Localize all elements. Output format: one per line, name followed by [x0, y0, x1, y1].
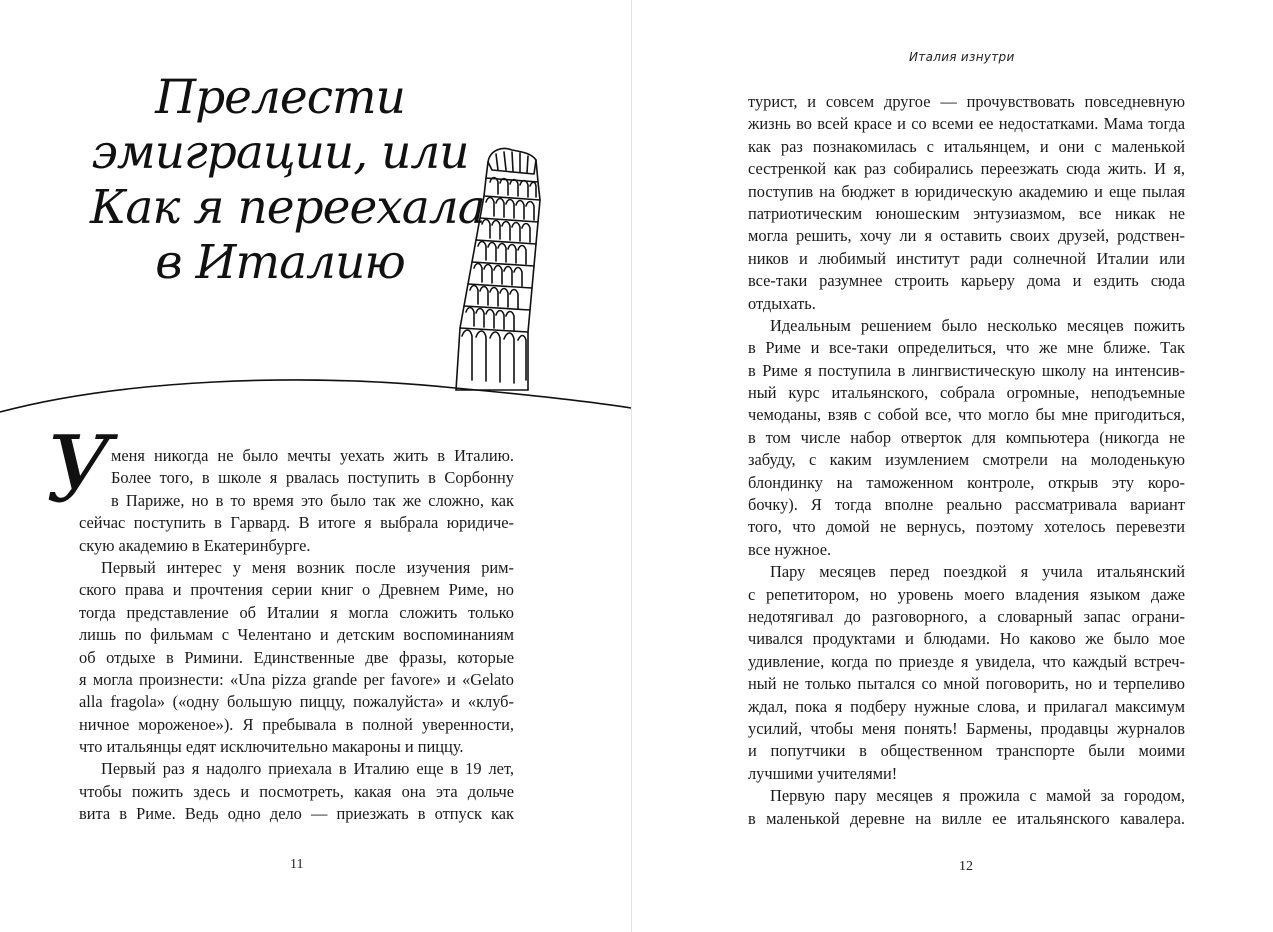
chapter-title-line: Как я переехала: [90, 180, 485, 235]
text-line: поступив на бюджет в юридическую академию и еще пылая: [748, 181, 1185, 201]
text-line: меня никогда не было мечты уехать жить в Италию.: [111, 446, 514, 465]
text-line: чивался продуктами и блюдами. Но каково же было мое: [748, 629, 1185, 649]
text-line: турист, и совсем другое — прочувствовать повседневную: [748, 92, 1185, 111]
text-line: того, что домой не вернусь, поэтому хотелось перевезти: [748, 517, 1185, 537]
text-line: удивление, когда по приезде я увидела, что каждый встреч-: [748, 651, 1185, 671]
chapter-title-line: эмиграции, или: [91, 125, 469, 180]
text-line: все-таки разумнее строить карьеру дома и ездить сюда: [748, 271, 1185, 291]
text-line: Идеальным решением было несколько месяцев пожить: [770, 315, 1185, 335]
text-line: патриотическим юношеским энтузиазмом, все никак не: [748, 203, 1185, 223]
running-head: Италия изнутри: [909, 50, 1015, 64]
text-line: сейчас поступить в Гарвард. В итоге я выбрала юридиче-: [79, 513, 514, 533]
text-line: в Париже, но в то время это было так же сложно, как: [111, 490, 514, 510]
text-line: могла решить, хочу ли я оставить своих друзей, родствен-: [748, 226, 1185, 246]
text-line: вита в Риме. Ведь одно дело — приезжать в отпуск как: [79, 804, 514, 824]
chapter-title-line: Прелести: [155, 70, 405, 125]
text-line: все нужное.: [748, 539, 832, 559]
text-line: жизнь во всей красе и со всеми ее недостатками. Мама тогда: [748, 114, 1185, 134]
leaning-tower-illustration: [440, 140, 550, 400]
text-line: в том числе набор отверток для компьютера (никогда не: [748, 427, 1185, 447]
text-line: Первый раз я надолго приехала в Италию еще в 19 лет,: [101, 759, 514, 779]
text-line: в маленькой деревне на вилле ее итальянского кавалера.: [748, 808, 1185, 828]
text-line: в Риме я поступила в лингвистическую школу на интенсив-: [748, 360, 1185, 380]
text-line: Пару месяцев перед поездкой я учила итальянский: [770, 562, 1185, 582]
text-line: alla fragola» («одну большую пиццу, пожалуйста» и «клуб-: [79, 692, 514, 712]
right-page-body-text: [748, 91, 1185, 830]
text-line: с репетитором, но уровень моего владения языком даже: [748, 584, 1185, 604]
chapter-title: [90, 70, 485, 290]
text-line: ского права и прочтения серии книг о Древнем Риме, но: [79, 580, 514, 600]
text-line: отдыхать.: [748, 293, 816, 313]
text-line: ничное мороженое»). Я пребывала в полной уверенности,: [79, 714, 514, 734]
text-line: лишь по фильмам с Челентано и детским воспоминаниям: [79, 625, 514, 645]
text-line: ников и любимый институт ради солнечной Италии или: [748, 248, 1185, 268]
text-line: усилий, чтобы меня понять! Бармены, продавцы журналов: [748, 718, 1185, 738]
text-line: в Риме и все-таки определиться, что же мне ближе. Так: [748, 338, 1185, 358]
left-page: [0, 0, 631, 932]
text-line: я могла произнести: «Una pizza grande per favore» и «Gelato: [79, 669, 514, 689]
left-page-body-text: [79, 445, 514, 826]
text-line: блондинку на таможенном контроле, открыв эту коро-: [748, 472, 1185, 492]
text-line: и попутчики в общественном транспорте были моими: [748, 741, 1185, 761]
drop-cap: У: [46, 416, 113, 523]
text-line: забуду, с каким изумлением смотрели на молоденькую: [748, 450, 1185, 470]
chapter-title-line: в Италию: [155, 235, 405, 290]
text-line: тогда представление об Италии я могла сложить только: [79, 602, 514, 622]
text-line: что итальянцы едят исключительно макароны и пиццу.: [79, 737, 464, 757]
page-number: 12: [959, 859, 973, 874]
page-number: 11: [290, 857, 304, 872]
text-line: скую академию в Екатеринбурге.: [79, 535, 311, 555]
text-line: чемоданы, взяв с собой все, что могло бы мне пригодиться,: [748, 405, 1185, 425]
text-line: чтобы пожить здесь и посмотреть, какая она эта дольче: [79, 781, 514, 801]
text-line: сестренкой как раз собирались переезжать сюда жить. И я,: [748, 159, 1185, 179]
text-line: бочку). Я тогда вполне реально рассматривала вариант: [748, 495, 1185, 515]
text-line: ный курс итальянского, собрала огромные, неподъемные: [748, 383, 1185, 403]
text-line: Первый интерес у меня возник после изучения рим-: [101, 557, 514, 577]
text-line: лучшими учителями!: [748, 763, 898, 783]
text-line: Более того, в школе я рвалась поступить в Сорбонну: [111, 468, 514, 488]
text-line: ждал, пока я подберу нужные слова, и прилагал максимум: [748, 696, 1185, 716]
text-line: как раз познакомилась с итальянцем, и они с маленькой: [748, 136, 1185, 156]
text-line: недотягивал до разговорного, а словарный запас ограни-: [748, 606, 1185, 626]
text-line: об отдыхе в Римини. Единственные две фразы, которые: [79, 647, 514, 667]
text-line: ный не только пытался со мной поговорить, но и терпеливо: [748, 674, 1185, 694]
text-line: Первую пару месяцев я прожила с мамой за городом,: [770, 786, 1185, 806]
